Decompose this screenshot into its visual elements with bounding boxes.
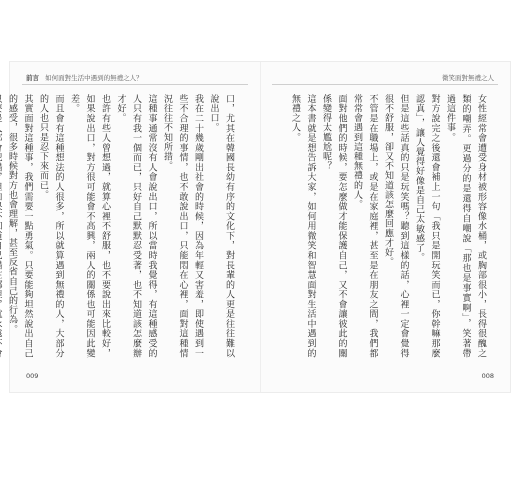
paragraph: 但是這些話真的只是玩笑嗎？聽到這樣的話，心裡一定會覺得很不舒服，卻又不知道該怎麼回應才好。 — [383, 94, 409, 358]
paragraph: 也許有些人曾想過，就算心裡不舒服，也不要說出來比較好，如果說出口，對方很可能會不高興，兩人的關係也可能因此變差。 — [69, 94, 110, 358]
right-page-header — [442, 73, 494, 82]
right-page-body — [286, 94, 488, 358]
paragraph: 這本書就是想告訴大家，如何用微笑和智慧面對生活中遇到的無禮之人。 — [290, 94, 316, 358]
paragraph — [0, 94, 4, 358]
chapter-title: 如何面對生活中遇到的無禮之人？ — [45, 74, 143, 82]
right-page-number: 008 — [481, 372, 494, 380]
paragraph: 其實面對這種事，我們需要一點勇氣。只要能夠坦然說出自己的感受，很多時候對方也會理解，甚至反省自己的行為。 — [7, 94, 33, 358]
left-page-body — [7, 94, 236, 358]
paragraph: 我在二十幾歲剛出社會的時候，因為年輕又害羞，即使遇到一些不合理的事情，也不敢說出口，只能悶在心裡，面對這種情況往往不知所措。 — [162, 94, 203, 358]
paragraph: 而且會有這種想法的人很多，所以就算遇到無禮的人，大部分的人也只是忍下來而已。 — [38, 94, 64, 358]
paragraph: 這種事通常沒有人會說出口，所以當時我覺得，有這種感受的人只有我一個而已，只好自己默默忍受著，也不知道該怎麼辦才好。 — [115, 94, 157, 358]
paragraph: 女性經常會遭受身材被形容像水桶，或胸部很小，長得很醜之類的嘲弄。更過分的是還得自嘲說「那也是事實啊」，笑著帶過這件事。 — [445, 94, 486, 358]
book-spread — [7, 62, 510, 392]
header-rule — [22, 84, 248, 85]
left-page-header — [26, 73, 143, 82]
paragraph: 口，尤其在韓國長幼有序的文化下，對長輩的人更是往往難以說出口。 — [208, 94, 234, 358]
right-page — [260, 62, 510, 392]
left-page — [7, 62, 260, 392]
book-title: 微笑面對無禮之人 — [442, 74, 494, 82]
left-page-number: 009 — [26, 372, 39, 380]
paragraph: 不管是在職場上，或是在家庭裡，甚至是在朋友之間，我們都常常會遇到這種無禮的人。 — [352, 94, 378, 358]
paragraph: 面對他們的時候，要怎麼做才能保護自己，又不會讓彼此的關係變得太尷尬呢？ — [321, 94, 347, 358]
paragraph: 對方說完之後還會補上一句「我只是開玩笑而已，你幹嘛那麼認真」，讓人覺得好像是自己太敏感了。 — [414, 94, 440, 358]
header-rule — [272, 84, 498, 85]
chapter-tag: 前言 — [26, 74, 39, 82]
